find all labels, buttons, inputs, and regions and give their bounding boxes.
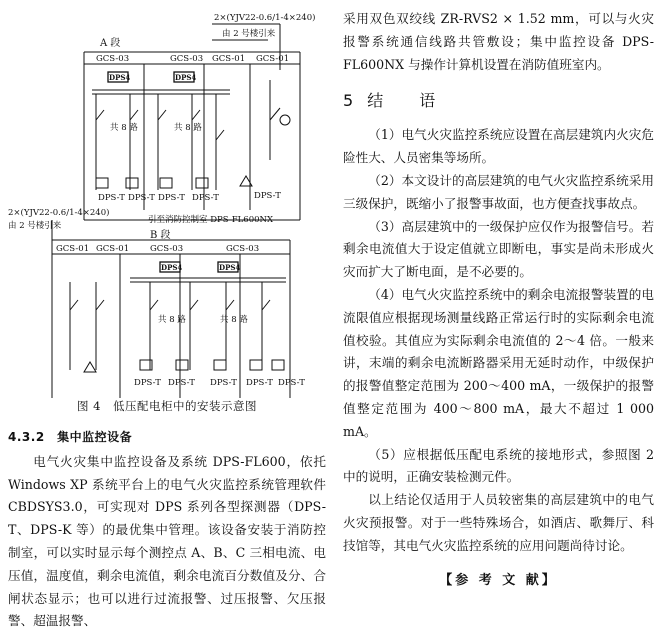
conclusion-item-3: （3）高层建筑中的一级保护应仅作为报警信号。若剩余电流值大于设定值就立即断电，事实是尚未形成火灾而扩大了断电面，是不必要的。 bbox=[343, 218, 654, 280]
right-column bbox=[343, 8, 654, 592]
detector-top-1: DPS-T bbox=[98, 193, 125, 203]
section-title: 结 语 bbox=[367, 91, 446, 111]
dps4-label-4: DPS4 bbox=[219, 263, 241, 272]
bottom-source-label: 由 2 号楼引来 bbox=[8, 221, 62, 231]
section-number: 5 bbox=[343, 91, 368, 111]
bus-top-3: GCS-01 bbox=[212, 54, 246, 64]
left-column bbox=[8, 426, 326, 633]
conclusion-item-4: （4）电气火灾监控系统中的剩余电流报警装置的电流限值应根据现场测量线路正常运行时的实际剩余电流值校验。其值应为实际剩余电流值的 2～4 倍。一般来讲，末端的剩余电流断路器采用无延时动作，中级保护的报警值整定范围为 200～400 mA，一级保护的报警值整定范围为 400～800 mA，最大不超过 1 000 mA。 bbox=[343, 286, 654, 439]
circuits-label-3: 共 8 路 bbox=[158, 315, 186, 325]
bus-top-1: GCS-03 bbox=[96, 54, 130, 64]
circuits-label-1: 共 8 路 bbox=[110, 123, 138, 133]
section-heading bbox=[343, 90, 654, 112]
detector-bottom-3: DPS-T bbox=[210, 378, 237, 388]
subsection-heading: 4.3.2 集中监控设备 bbox=[8, 430, 133, 444]
circuits-label-2: 共 8 路 bbox=[174, 123, 202, 133]
bus-bottom-2: GCS-01 bbox=[96, 244, 130, 254]
detector-top-5: DPS-T bbox=[254, 191, 281, 201]
wiring-diagram bbox=[0, 0, 334, 400]
detector-bottom-4: DPS-T bbox=[246, 378, 273, 388]
closing-paragraph: 以上结论仅适用于人员较密集的高层建筑中的电气火灾预报警。对于一些特殊场合，如酒店、歌舞厅、科技馆等，其电气火灾监控系统的应用问题尚待讨论。 bbox=[343, 492, 654, 553]
figure-caption: 图 4 低压配电柜中的安装示意图 bbox=[77, 399, 257, 413]
detector-bottom-5: DPS-T bbox=[278, 378, 305, 388]
section-b-label: B 段 bbox=[150, 230, 171, 241]
conclusion-item-2: （2）本文设计的高层建筑的电气火灾监控系统采用三级保护，既缩小了报警事故面，也方便查找事故点。 bbox=[343, 172, 654, 211]
bottom-cable-label: 2×(YJV22-0.6/1-4×240) bbox=[8, 208, 110, 218]
bus-bottom-4: GCS-03 bbox=[226, 244, 260, 254]
dps4-label-1: DPS4 bbox=[109, 73, 131, 82]
dps4-label-2: DPS4 bbox=[175, 73, 197, 82]
body-paragraph: 电气火灾集中监控设备及系统 DPS-FL600，依托 Windows XP 系统平台上的电气火灾监控系统管理软件 CBDSYS3.0，可实现对 DPS 系列各型探测器（DPS-T、DPS-K 等）的最优集中管理。该设备安装于消防控制室，可以实时显示每个测控点 A、B、C 三相电流、电压值，温度值，剩余电流值，剩余电流百分数值及分、合闸状态显示；也可以进行过流报警、过压报警、欠压报警、超温报警、 bbox=[8, 453, 326, 629]
control-room-label: 引至消防控制室 DPS-FL600NX bbox=[148, 215, 273, 225]
figure-4 bbox=[0, 0, 334, 420]
bus-bottom-1: GCS-01 bbox=[56, 244, 90, 254]
detector-bottom-2: DPS-T bbox=[168, 378, 195, 388]
section-a-label: A 段 bbox=[100, 38, 121, 49]
detector-top-4: DPS-T bbox=[192, 193, 219, 203]
detector-top-2: DPS-T bbox=[128, 193, 155, 203]
top-source-label: 由 2 号楼引来 bbox=[222, 29, 276, 39]
top-cable-label: 2×(YJV22-0.6/1-4×240) bbox=[214, 13, 316, 23]
references-heading: 【参 考 文 献】 bbox=[439, 572, 558, 588]
intro-paragraph: 采用双色双绞线 ZR-RVS2 × 1.52 mm，可以与火灾报警系统通信线路共管敷设；集中监控设备 DPS-FL600NX 与操作计算机设置在消防值班室内。 bbox=[343, 11, 654, 72]
conclusion-item-1: （1）电气火灾监控系统应设置在高层建筑内火灾危险性大、人员密集等场所。 bbox=[343, 127, 654, 166]
dps4-label-3: DPS4 bbox=[161, 263, 183, 272]
detector-top-3: DPS-T bbox=[158, 193, 185, 203]
circuits-label-4: 共 8 路 bbox=[220, 315, 248, 325]
bus-bottom-3: GCS-03 bbox=[150, 244, 184, 254]
bus-top-2: GCS-03 bbox=[170, 54, 204, 64]
conclusion-item-5: （5）应根据低压配电系统的接地形式，参照图 2 中的说明，正确安装检测元件。 bbox=[343, 446, 654, 485]
detector-bottom-1: DPS-T bbox=[134, 378, 161, 388]
bus-top-4: GCS-01 bbox=[256, 54, 290, 64]
